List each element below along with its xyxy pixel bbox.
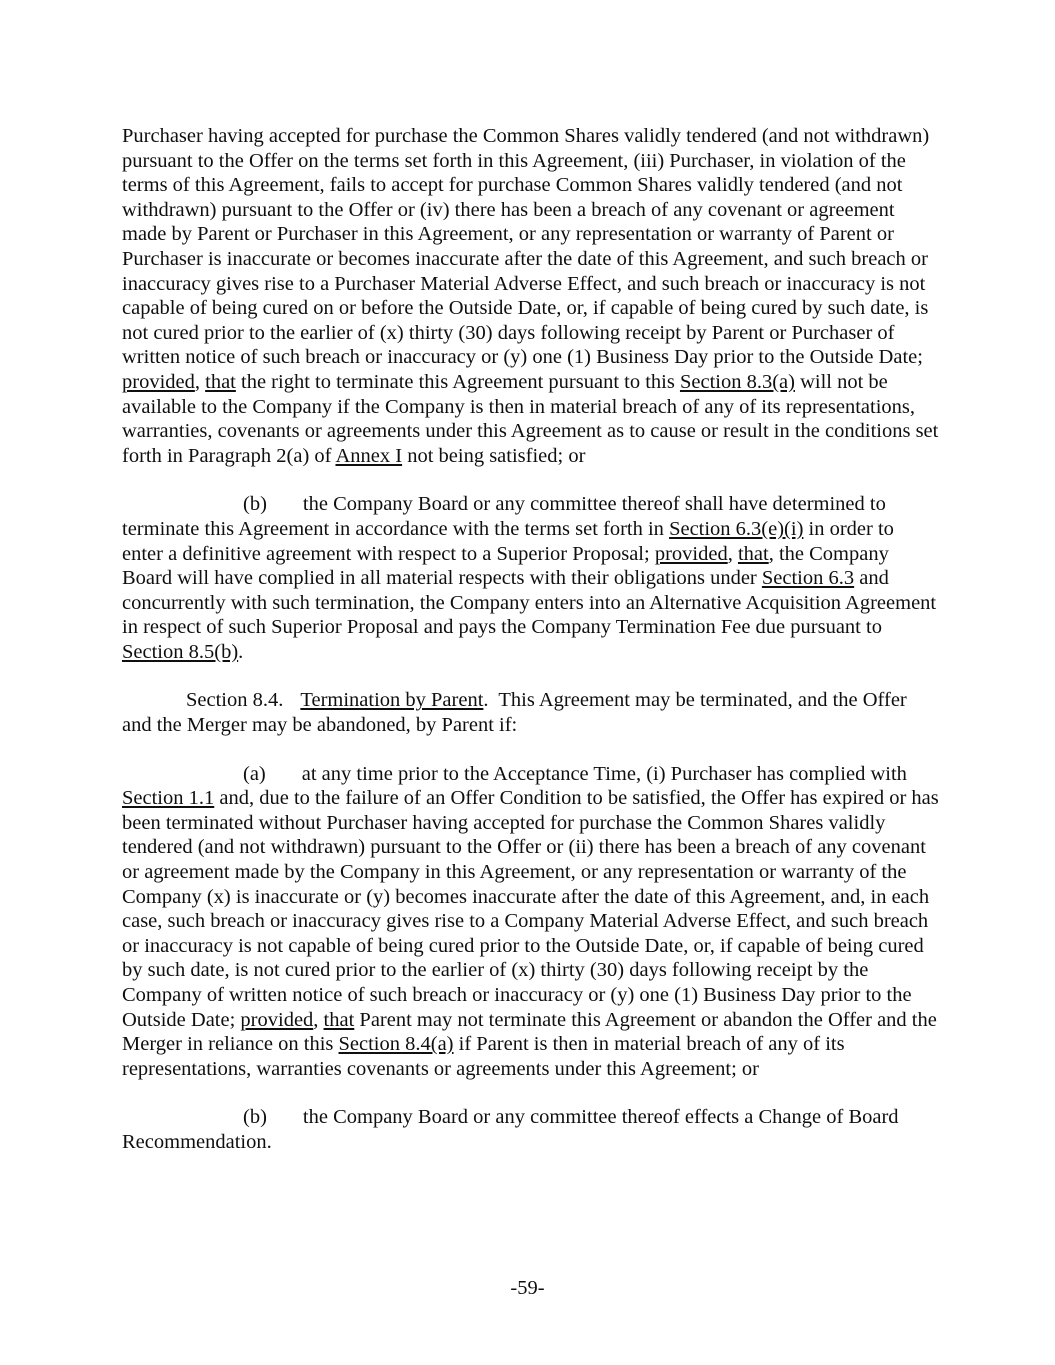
page-number: -59-: [510, 1277, 545, 1299]
underlined-reference: Section 8.4(a): [338, 1033, 454, 1056]
text-run: Purchaser having accepted for purchase the Common Shares validly tendered (and not withdrawn) pursuant to the Offer on the terms set forth in this Agreement, (iii) Purchaser, in violation of the terms of this Agreement, fails to accept for purchase Common Shares validly tendered (and not withdrawn) pursuant to the Offer or (iv) there has been a breach of any covenant or agreement made by Parent or Purchaser in this Agreement, or any representation or warranty of Parent or Purchaser is inaccurate or becomes inaccurate after the date of this Agreement, and such breach or inaccuracy gives rise to a Purchaser Material Adverse Effect, and such breach or inaccuracy is not capable of being cured on or before the Outside Date, or, if capable of being cured by such date, is not cured prior to the earlier of (x) thirty (30) days following receipt by Parent or Purchaser of written notice of such breach or inaccuracy or (y) one (1) Business Day prior to the Outside Date;: [122, 125, 930, 369]
text-run: not being satisfied; or: [402, 444, 586, 467]
text-run: Section 8.4.: [186, 689, 284, 712]
underlined-reference: Section 8.3(a): [679, 370, 795, 393]
text-run: (a): [243, 762, 266, 785]
underlined-reference: that: [737, 542, 769, 565]
underlined-reference: that: [205, 370, 236, 393]
para-section-8-4-heading: [122, 688, 940, 737]
tab-space: [266, 779, 302, 780]
underlined-reference: provided: [654, 542, 728, 565]
tab-space: [122, 1122, 243, 1123]
text-run: ,: [313, 1008, 324, 1031]
document-body: [122, 124, 940, 1179]
underlined-reference: Section 6.3(e)(i): [669, 517, 804, 540]
underlined-reference: provided: [240, 1008, 314, 1031]
text-run: at any time prior to the Acceptance Time, (i) Purchaser has complied with: [301, 762, 907, 785]
text-run: Parent may not terminate this Agreement or abandon the Offer and the Merger in reliance on this: [122, 1008, 937, 1056]
underlined-reference: Annex I: [335, 444, 403, 467]
text-run: the Company Board or any committee thereof effects a Change of Board Recommendation.: [122, 1106, 899, 1153]
text-run: the Company Board or any committee thereof shall have determined to terminate this Agreement in accordance with the terms set forth in: [122, 493, 886, 540]
tab-space: [122, 509, 243, 510]
tab-space: [283, 705, 300, 706]
underlined-reference: that: [323, 1008, 355, 1031]
underlined-reference: Section 8.5(b): [122, 640, 239, 663]
text-run: and, due to the failure of an Offer Condition to be satisfied, the Offer has expired or has been terminated without Purchaser having accepted for purchase the Common Shares validly tendered (and not withdrawn) pursuant to the Offer or (ii) there has been a breach of any covenant or agreement made by the Company in this Agreement, or any representation or warranty of the Company (x) is inaccurate or (y) becomes inaccurate after the date of this Agreement, and, in each case, such breach or inaccuracy gives rise to a Company Material Adverse Effect, and such breach or inaccuracy is not capable of being cured prior to the Outside Date, or, if capable of being cured by such date, is not cured prior to the earlier of (x) thirty (30) days following receipt by the Company of written notice of such breach or inaccuracy or (y) one (1) Business Day prior to the Outside Date;: [122, 787, 939, 1031]
text-run: . This Agreement may be terminated, and the Offer and the Merger may be abandoned, by Parent if:: [122, 689, 907, 737]
text-run: , the Company Board will have complied in all material respects with their obligations under: [122, 542, 889, 590]
underlined-reference: Section 6.3: [761, 567, 855, 590]
text-run: if Parent is then in material breach of any of its representations, warranties covenants or agreements under this Agreement; or: [122, 1033, 845, 1080]
text-run: (b): [243, 1106, 267, 1129]
text-run: (b): [243, 493, 267, 516]
text-run: .: [238, 640, 244, 663]
tab-space: [122, 705, 186, 706]
tab-space: [122, 779, 243, 780]
text-run: the right to terminate this Agreement pursuant to this: [235, 370, 680, 393]
underlined-reference: provided: [122, 370, 195, 393]
text-run: will not be available to the Company if the Company is then in material breach of any of its representations, warranties, covenants or agreements under this Agreement as to cause or result in the conditions set forth in Paragraph 2(a) of: [122, 370, 939, 467]
text-run: ,: [194, 370, 206, 393]
text-run: and concurrently with such termination, the Company enters into an Alternative Acquisition Agreement in respect of such Superior Proposal and pays the Company Termination Fee due pursuant to: [122, 567, 937, 639]
tab-space: [267, 509, 303, 510]
page-footer: [0, 1276, 1055, 1301]
para-section-8-4-b: [122, 1105, 940, 1154]
underlined-reference: Section 1.1: [122, 787, 215, 810]
para-section-8-4-a: [122, 762, 940, 1082]
tab-space: [267, 1122, 303, 1123]
para-continuation-section-8-3-a: [122, 124, 940, 468]
text-run: in order to enter a definitive agreement with respect to a Superior Proposal;: [122, 517, 894, 565]
para-section-8-3-b: [122, 492, 940, 664]
text-run: ,: [727, 542, 738, 565]
underlined-reference: Termination by Parent: [300, 689, 484, 712]
